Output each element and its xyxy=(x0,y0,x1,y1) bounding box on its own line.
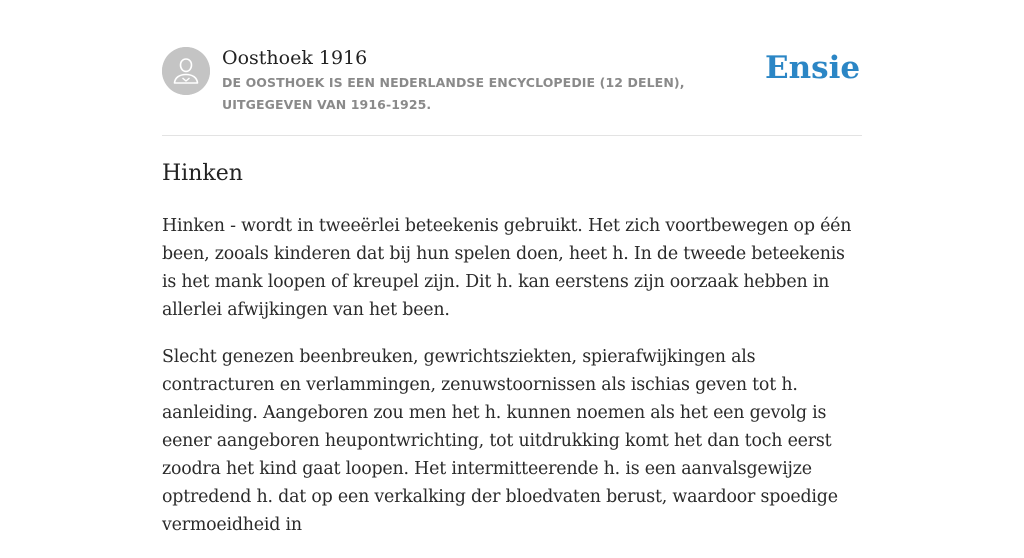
ensie-logo[interactable]: Ensie xyxy=(765,50,861,86)
page-title: Hinken xyxy=(162,161,243,186)
article-body xyxy=(162,212,862,558)
avatar[interactable] xyxy=(162,47,210,95)
source-description: DE OOSTHOEK IS EEN NEDERLANDSE ENCYCLOPEDIE (12 DELEN), UITGEGEVEN VAN 1916-1925. xyxy=(222,75,685,112)
header-divider xyxy=(162,135,862,136)
source-header xyxy=(162,46,862,118)
article-paragraph: Slecht genezen beenbreuken, gewrichtsziekten, spierafwijkingen als contracturen en verlammingen, zenuwstoornissen als ischias geven tot h. aanleiding. Aangeboren zou men het h. kunnen noemen als het een gevolg is eener aangeboren heupontwrichting, tot uitdrukking komt het dan toch eerst zoodra het kind gaat loopen. Het intermitteerende h. is een aanvalsgewijze optredend h. dat op een verkalking der bloedvaten berust, waardoor spoedige vermoeidheid in xyxy=(162,347,838,535)
article-paragraph: Hinken - wordt in tweeërlei beteekenis gebruikt. Het zich voortbewegen op één been, zooals kinderen dat bij hun spelen doen, heet h. In de tweede beteekenis is het mank loopen of kreupel zijn. Dit h. kan eerstens zijn oorzaak hebben in allerlei afwijkingen van het been. xyxy=(162,216,852,320)
user-icon xyxy=(162,47,210,95)
source-title[interactable]: Oosthoek 1916 xyxy=(222,47,368,69)
